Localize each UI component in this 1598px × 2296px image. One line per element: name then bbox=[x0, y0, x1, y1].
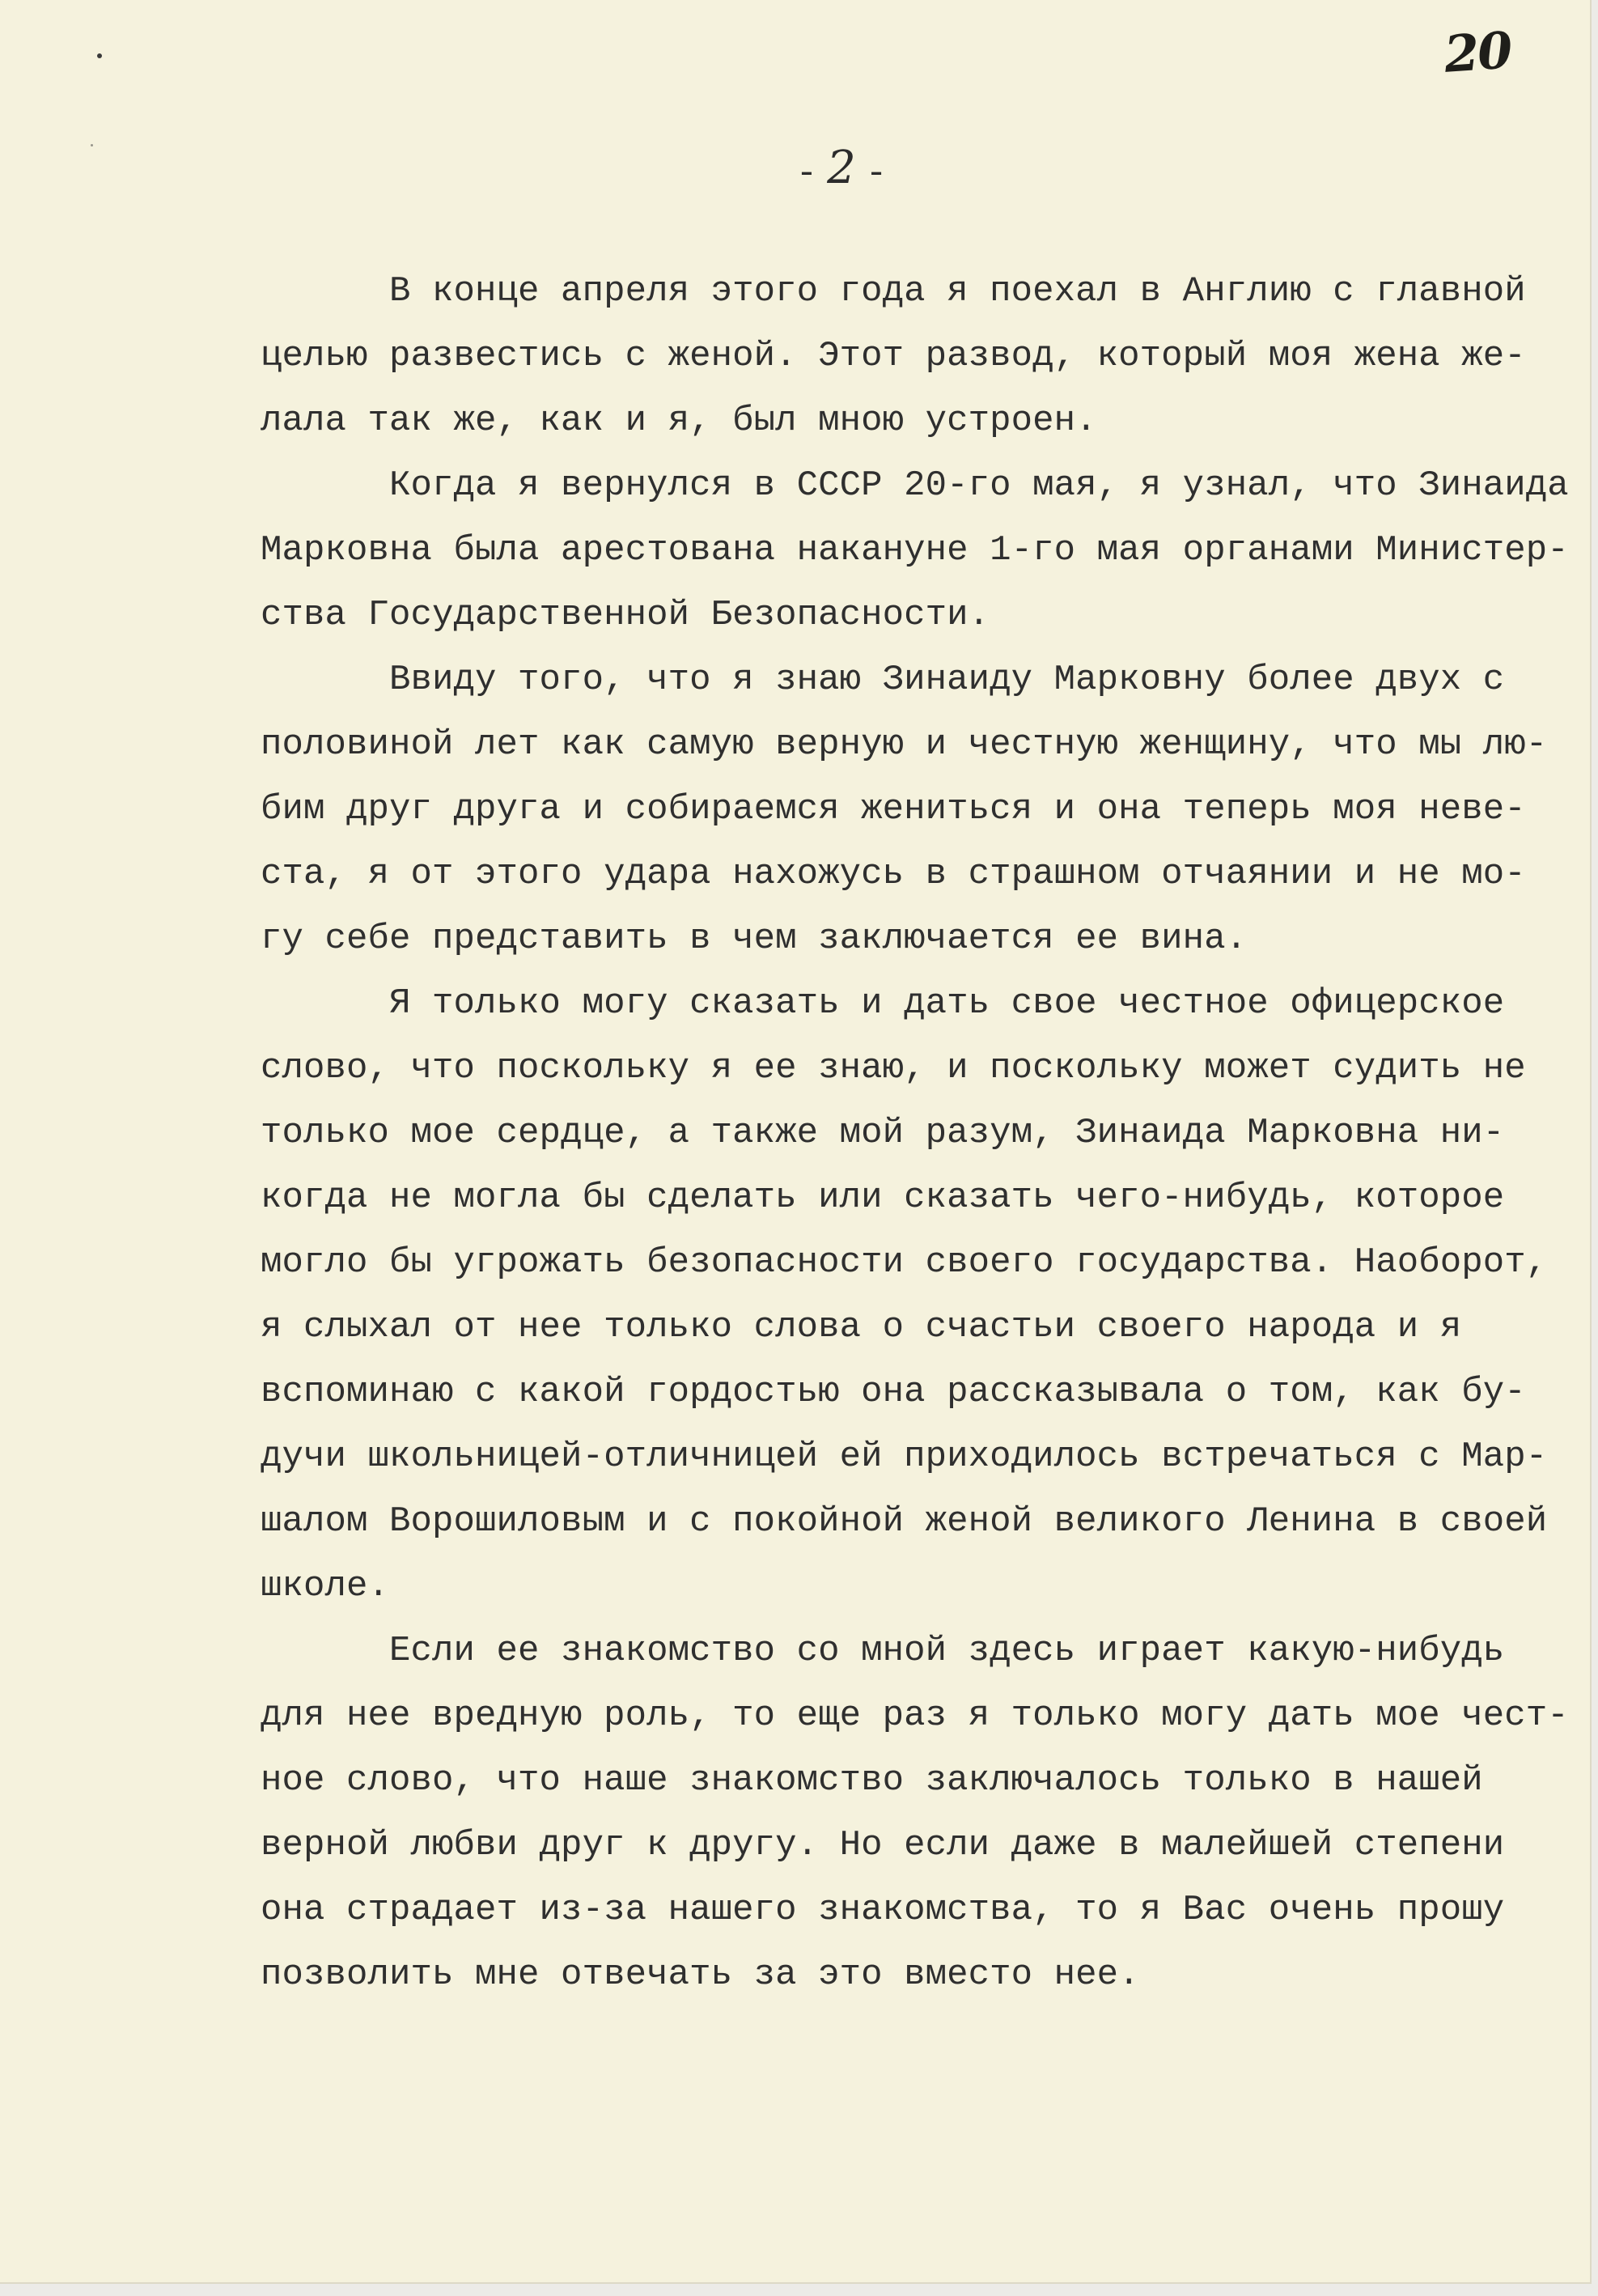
text-line: Ввиду того, что я знаю Зинаиду Марковну более двух с bbox=[261, 660, 1505, 700]
text-line: лала так же, как и я, был мною устроен. bbox=[261, 401, 1097, 441]
text-line: половиной лет как самую верную и честную женщину, что мы лю- bbox=[261, 724, 1548, 765]
text-line: я слыхал от нее только слова о счастьи своего народа и я bbox=[261, 1307, 1462, 1347]
page-number-right-dash: - bbox=[865, 154, 888, 194]
text-line: слово, что поскольку я ее знаю, и поскольку может судить не bbox=[261, 1048, 1526, 1089]
text-line: могло бы угрожать безопасности своего государства. Наоборот, bbox=[261, 1242, 1548, 1283]
text-line: ста, я от этого удара нахожусь в страшном отчаянии и не мо- bbox=[261, 854, 1526, 894]
letter-body bbox=[261, 259, 1571, 2007]
text-line: Я только могу сказать и дать свое честное офицерское bbox=[261, 983, 1505, 1024]
text-line: Если ее знакомство со мной здесь играет какую-нибудь bbox=[261, 1631, 1505, 1671]
page-number-digit: 2 bbox=[827, 142, 856, 194]
archive-page-number: 20 bbox=[1442, 20, 1513, 84]
text-line: Марковна была арестована накануне 1-го мая органами Министер- bbox=[261, 530, 1569, 571]
text-line: когда не могла бы сделать или сказать чего-нибудь, которое bbox=[261, 1178, 1505, 1218]
text-line: школе. bbox=[261, 1566, 390, 1606]
page-number bbox=[761, 142, 922, 194]
text-line: Когда я вернулся в СССР 20-го мая, я узнал, что Зинаида bbox=[261, 465, 1569, 506]
text-line: она страдает из-за нашего знакомства, то я Вас очень прошу bbox=[261, 1890, 1505, 1930]
text-line: только мое сердце, а также мой разум, Зинаида Марковна ни- bbox=[261, 1113, 1505, 1153]
text-line: для нее вредную роль, то еще раз я только могу дать мое чест- bbox=[261, 1695, 1569, 1736]
text-line: вспоминаю с какой гордостью она рассказывала о том, как бу- bbox=[261, 1372, 1526, 1412]
text-line: верной любви друг к другу. Но если даже в малейшей степени bbox=[261, 1825, 1505, 1865]
ink-speck bbox=[97, 53, 102, 58]
page-number-left-dash: - bbox=[795, 154, 818, 194]
ink-speck bbox=[91, 144, 93, 146]
text-line: дучи школьницей-отличницей ей приходилось встречаться с Мар- bbox=[261, 1437, 1548, 1477]
text-line: гу себе представить в чем заключается ее вина. bbox=[261, 919, 1248, 959]
text-line: бим друг друга и собираемся жениться и она теперь моя неве- bbox=[261, 789, 1526, 830]
text-line: позволить мне отвечать за это вместо нее. bbox=[261, 1954, 1140, 1995]
text-line: целью развестись с женой. Этот развод, который моя жена же- bbox=[261, 336, 1526, 376]
text-line: ное слово, что наше знакомство заключалось только в нашей bbox=[261, 1760, 1483, 1801]
text-line: шалом Ворошиловым и с покойной женой великого Ленина в своей bbox=[261, 1501, 1548, 1542]
text-line: В конце апреля этого года я поехал в Англию с главной bbox=[261, 271, 1526, 312]
text-line: ства Государственной Безопасности. bbox=[261, 595, 990, 635]
